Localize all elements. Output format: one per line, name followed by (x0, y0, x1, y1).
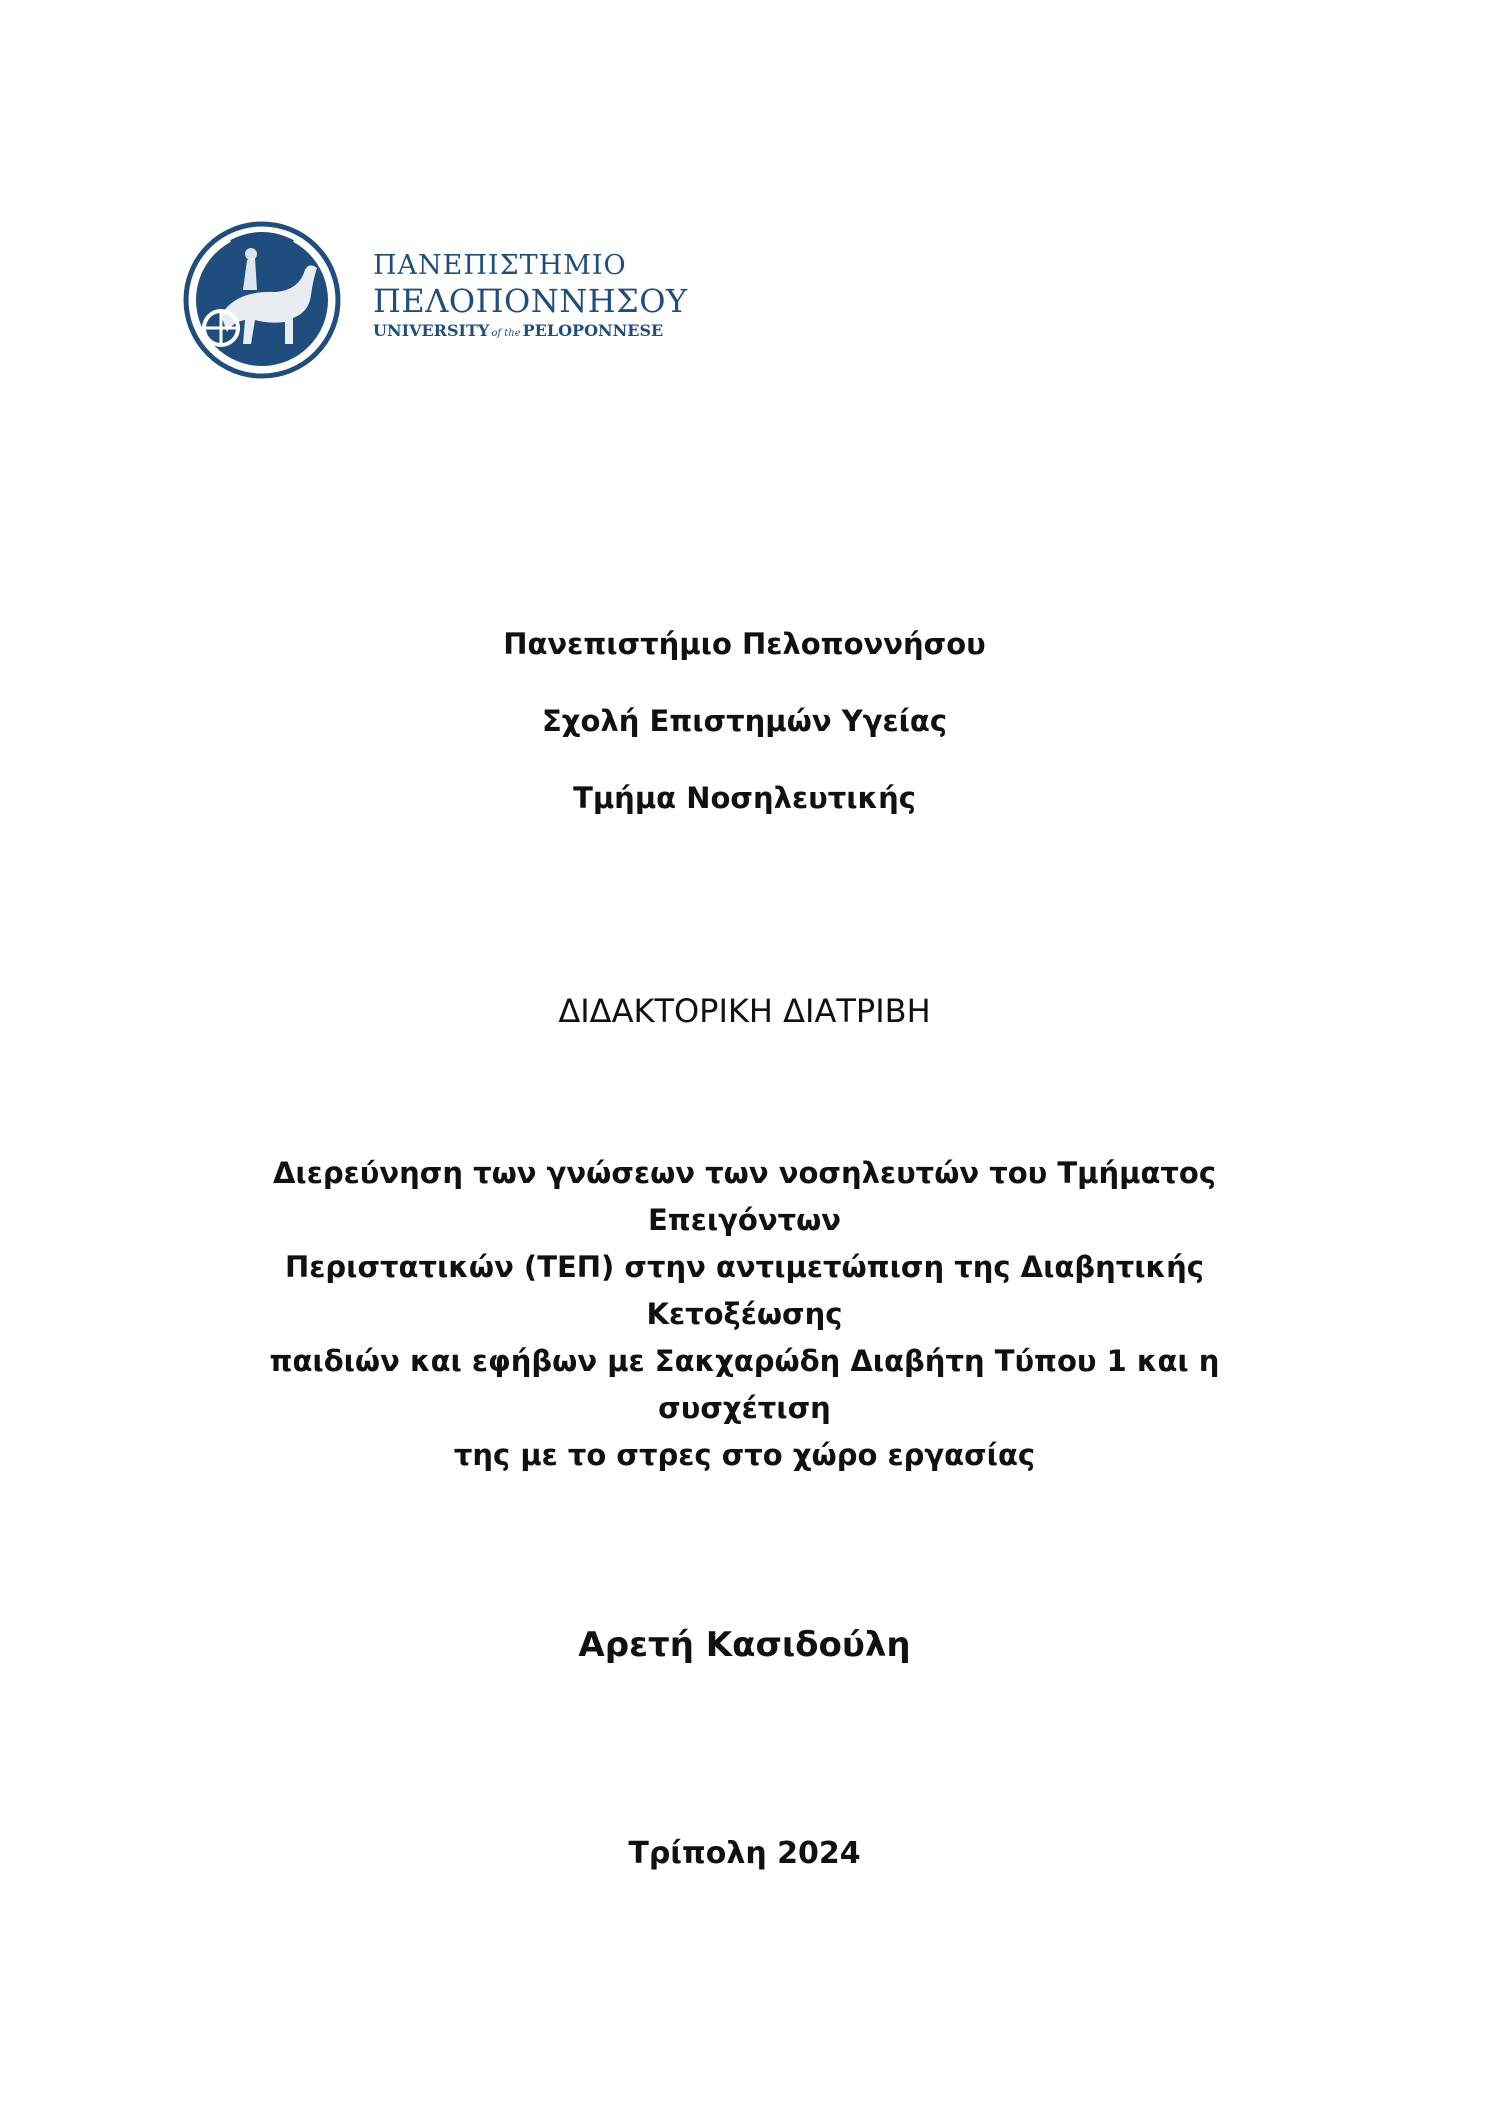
university-logo-text (373, 250, 688, 345)
department-name: Τμήμα Νοσηλευτικής (573, 781, 916, 815)
thesis-title (220, 1150, 1269, 1479)
university-name: Πανεπιστήμιο Πελοποννήσου (503, 627, 986, 661)
logo-english-part1: UNIVERSITY (373, 321, 490, 340)
logo-name-line1: ΠΑΝΕΠΙΣΤΗΜΙΟ (373, 250, 627, 281)
logo-name-line2: ΠΕΛΟΠΟΝΝΗΣΟΥ (373, 282, 688, 320)
logo-english-name (373, 320, 683, 345)
school-name: Σχολή Επιστημών Υγείας (541, 704, 948, 738)
thesis-title-line: παιδιών και εφήβων με Σακχαρώδη Διαβήτη Τύπου 1 και η συσχέτιση (269, 1344, 1220, 1425)
thesis-title-line: της με το στρες στο χώρο εργασίας (453, 1438, 1036, 1472)
document-type: ΔΙΔΑΚΤΟΡΙΚΗ ΔΙΑΤΡΙΒΗ (558, 992, 931, 1030)
thesis-title-line: Περιστατικών (ΤΕΠ) στην αντιμετώπιση της Διαβητικής Κετοξέωσης (284, 1250, 1204, 1331)
university-logo (181, 220, 688, 380)
thesis-title-line: Διερεύνηση των γνώσεων των νοσηλευτών του Τμήματος Επειγόντων (272, 1156, 1217, 1237)
author-name: Αρετή Κασιδούλη (578, 1625, 911, 1665)
logo-english-small: of the (491, 328, 521, 339)
logo-english-part2: PELOPONNESE (522, 321, 664, 340)
chariot-seal-icon (181, 220, 343, 380)
place-year: Τρίπολη 2024 (628, 1836, 861, 1871)
